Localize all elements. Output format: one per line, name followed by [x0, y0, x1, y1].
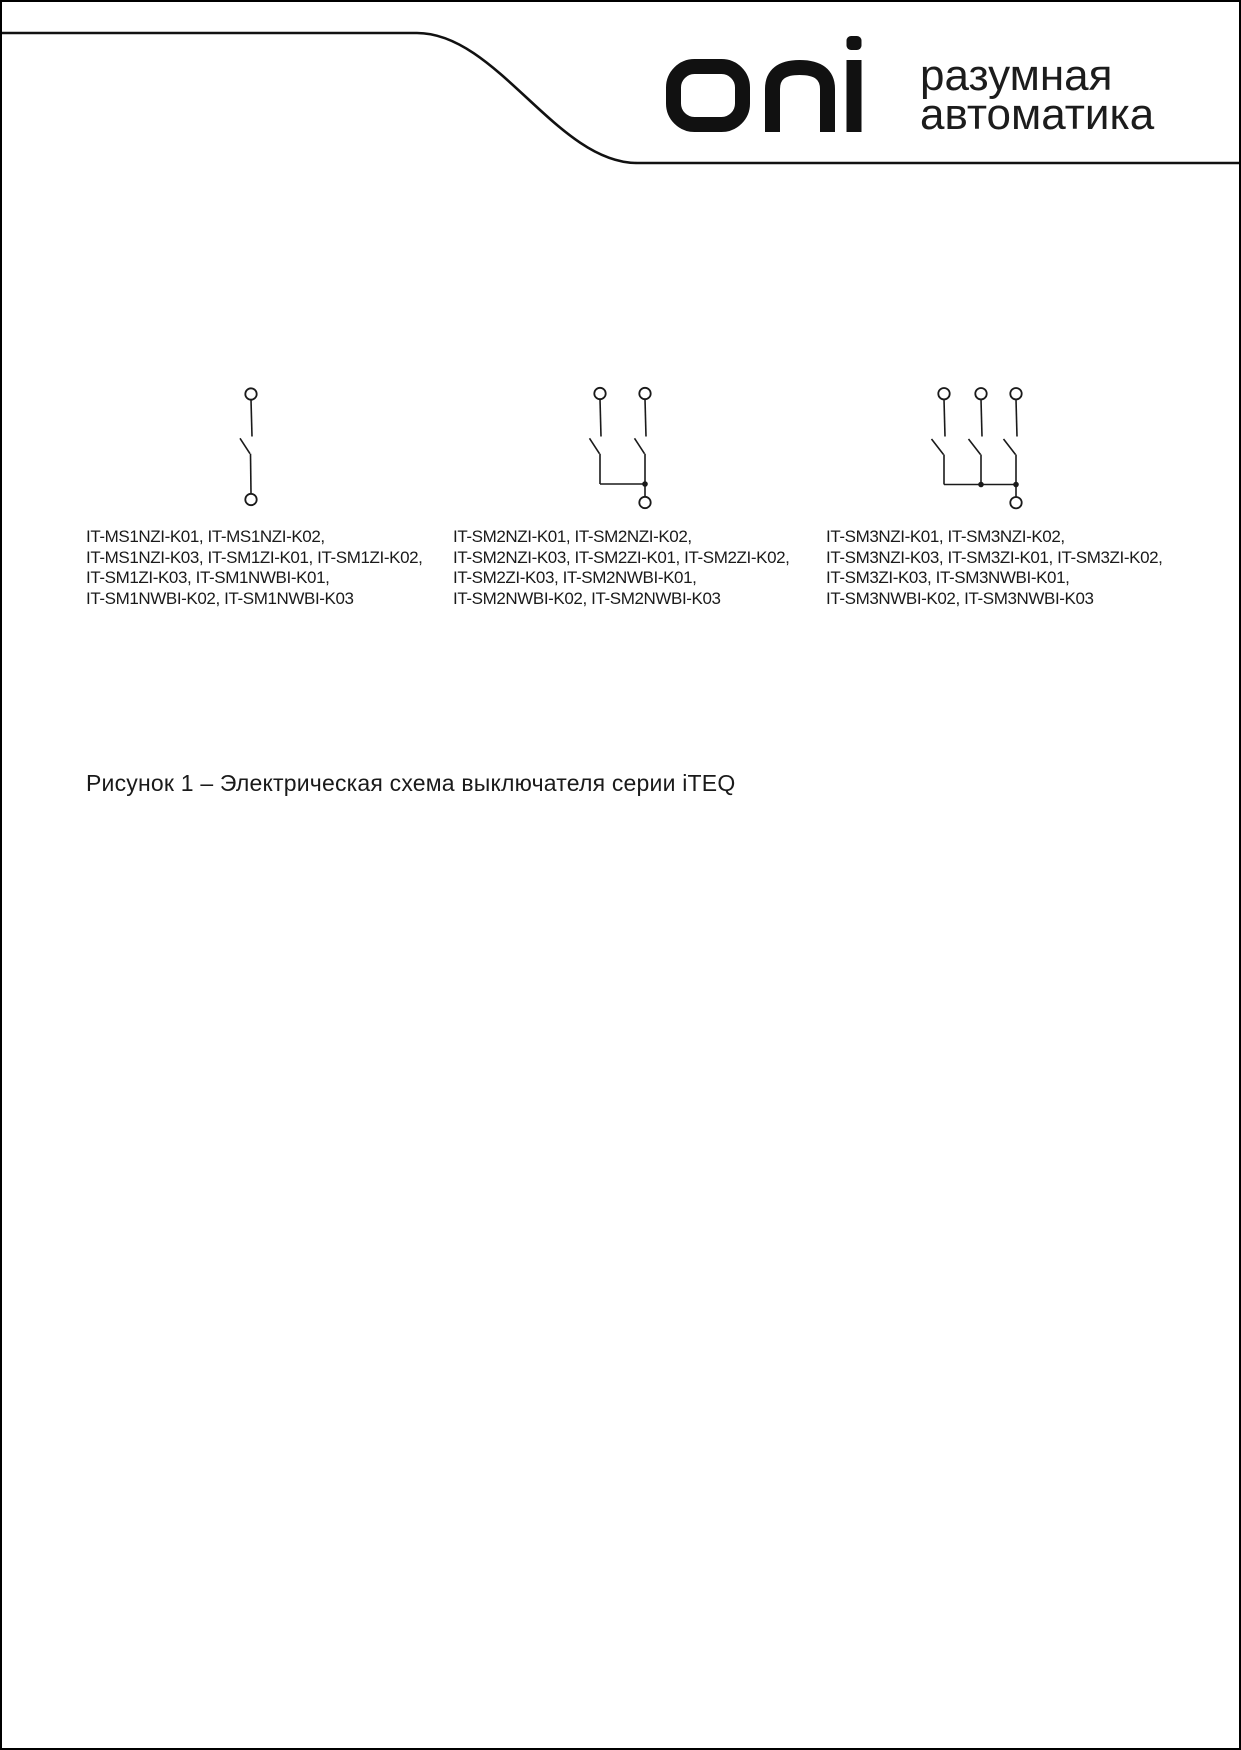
terminal-top — [639, 388, 650, 399]
code-line: IT-SM2NZI-K01, IT-SM2NZI-K02, — [453, 527, 692, 546]
code-line: IT-SM2ZI-K03, IT-SM2NWBI-K01, — [453, 568, 697, 588]
terminal-bottom — [1010, 497, 1021, 508]
code-list-2pole — [453, 527, 790, 610]
pole-1 — [590, 388, 606, 484]
switch-blade — [240, 438, 250, 453]
wire-upper — [600, 399, 601, 436]
schematic-2pole — [590, 388, 651, 508]
code-line: IT-SM3NWBI-K02, IT-SM3NWBI-K03 — [826, 589, 1094, 609]
terminal-top — [245, 388, 256, 399]
switch-blade — [1004, 439, 1016, 455]
wire-upper — [645, 399, 646, 436]
logo-letter-o — [674, 67, 743, 125]
wire-lower — [251, 454, 252, 494]
switch-blade — [969, 439, 981, 455]
wire-upper — [1016, 400, 1017, 437]
code-line: IT-SM2NWBI-K02, IT-SM2NWBI-K03 — [453, 589, 721, 609]
wire-upper — [944, 400, 945, 437]
code-line: IT-SM3ZI-K03, IT-SM3NWBI-K01, — [826, 568, 1070, 588]
junction-dot — [978, 482, 984, 488]
code-line: IT-SM3NZI-K03, IT-SM3ZI-K01, IT-SM3ZI-K02, — [826, 547, 1163, 567]
terminal-top — [594, 388, 605, 399]
terminal-bottom — [639, 497, 650, 508]
brand-tagline — [920, 51, 1155, 139]
code-line: IT-SM1ZI-K03, IT-SM1NWBI-K01, — [86, 568, 330, 588]
terminal-top — [1010, 388, 1021, 399]
brand-tagline-line1: разумная — [920, 51, 1113, 100]
switch-blade — [932, 439, 944, 455]
pole-2 — [969, 388, 987, 485]
oni-logo — [662, 30, 872, 140]
circuit-schematics — [2, 332, 1239, 522]
schematic-3pole — [932, 388, 1022, 508]
wire-upper — [981, 400, 982, 437]
switch-blade — [590, 438, 600, 453]
code-line: IT-MS1NZI-K03, IT-SM1ZI-K01, IT-SM1ZI-K02, — [86, 547, 423, 567]
code-list-1pole — [86, 527, 423, 610]
switch-blade — [635, 438, 645, 453]
code-line: IT-SM1NWBI-K02, IT-SM1NWBI-K03 — [86, 589, 354, 609]
terminal-top — [938, 388, 949, 399]
brand-tagline-line2: автоматика — [920, 90, 1155, 139]
pole-1 — [932, 388, 950, 485]
logo-letter-n — [773, 68, 828, 133]
terminal-top — [975, 388, 986, 399]
figure-caption: Рисунок 1 – Электрическая схема выключателя серии iTEQ — [86, 770, 736, 796]
pole-2 — [635, 388, 651, 484]
pole-3 — [1004, 388, 1022, 485]
code-line: IT-SM3NZI-K01, IT-SM3NZI-K02, — [826, 527, 1065, 546]
terminal-bottom — [245, 494, 256, 505]
code-list-3pole — [826, 527, 1163, 610]
wire-upper — [251, 400, 252, 437]
logo-letter-i — [847, 36, 862, 132]
code-line: IT-SM2NZI-K03, IT-SM2ZI-K01, IT-SM2ZI-K02, — [453, 547, 790, 567]
code-line: IT-MS1NZI-K01, IT-MS1NZI-K02, — [86, 527, 325, 546]
schematic-1pole — [240, 388, 257, 505]
